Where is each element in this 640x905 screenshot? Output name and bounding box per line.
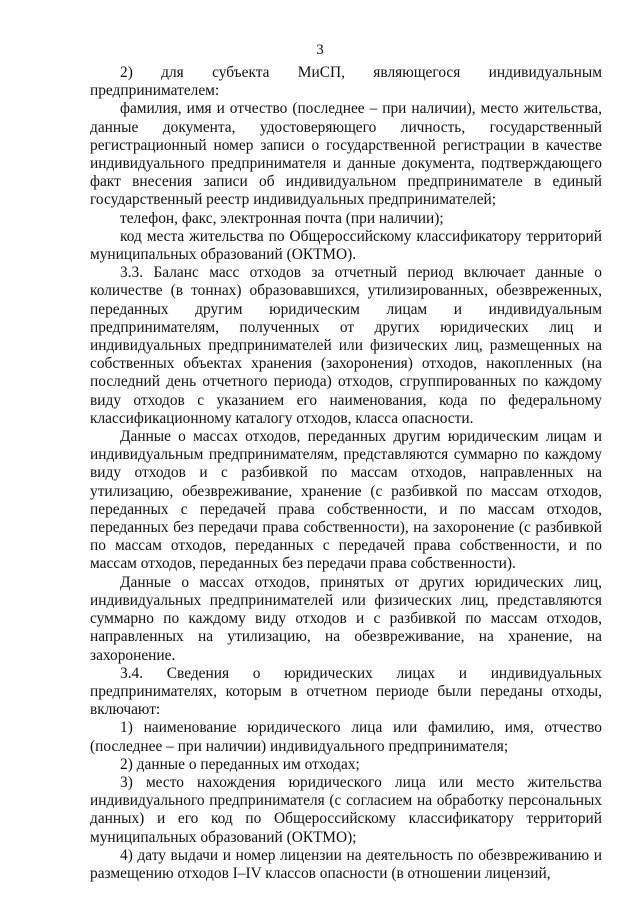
paragraph-received-waste: Данные о массах отходов, принятых от других юридических лиц, индивидуальных предпринимателей или физических лиц, представляются суммарно по каждому виду отходов и с разбивкой по массам отходов, направленных на утилизацию, на обезвреживание, на хранение, на захоронение. <box>90 573 602 664</box>
page-number: 3 <box>316 42 324 58</box>
paragraph-entrepreneur-identity: фамилия, имя и отчество (последнее – при наличии), место жительства, данные документа, удостоверяющего личность, государственный регистрационный номер записи о государственной регистрации в качестве индивидуального предпринимателя и данные документа, подтверждающего факт внесения записи об индивидуальном предпринимателе в единый государственный реестр индивидуальных предпринимателей; <box>90 100 602 209</box>
paragraph-entrepreneur-heading: 2) для субъекта МиСП, являющегося индивидуальным предпринимателем: <box>90 64 602 100</box>
list-item-2: 2) данные о переданных им отходах; <box>120 755 360 773</box>
paragraph-transferred-waste: Данные о массах отходов, переданных другим юридическим лицам и индивидуальным предпринимателям, представляются суммарно по каждому виду отходов и с разбивкой по массам отходов, направленных на утилизацию, обезвреживание, хранение (с разбивкой по массам отходов, переданных с передачей права собственности, и по массам отходов, переданных без передачи права собственности), на захоронение (с разбивкой по массам отходов, переданных с передачей права собственности, и по массам отходов, переданных без передачи права собственности). <box>90 428 602 573</box>
list-item-3: 3) место нахождения юридического лица или место жительства индивидуального предпринимателя (с согласием на обработку персональных данных) и его код по Общероссийскому классификатору территорий муниципальных образований (ОКТМО); <box>90 773 602 846</box>
paragraph-section-3-4: 3.4. Сведения о юридических лицах и индивидуальных предпринимателях, которым в отчетном периоде были переданы отходы, включают: <box>90 664 602 719</box>
paragraph-section-3-3: 3.3. Баланс масс отходов за отчетный период включает данные о количестве (в тоннах) образовавшихся, утилизированных, обезвреженных, переданных другим юридическим лицам и индивидуальным предпринимателям, полученных от других юридических лиц и индивидуальных предпринимателей или физических лиц, размещенных на собственных объектах хранения (захоронения) отходов, накопленных (на последний день отчетного периода) отходов, сгруппированных по каждому виду отходов с указанием его наименования, кода по федеральному классификационному каталогу отходов, класса опасности. <box>90 264 602 427</box>
paragraph-entrepreneur-oktmo: код места жительства по Общероссийскому классификатору территорий муниципальных образований (ОКТМО). <box>90 227 602 264</box>
document-body <box>90 64 602 883</box>
list-item-4: 4) дату выдачи и номер лицензии на деятельность по обезвреживанию и размещению отходов I–IV классов опасности (в отношении лицензий, <box>90 846 602 882</box>
list-item-1: 1) наименование юридического лица или фамилию, имя, отчество (последнее – при наличии) индивидуального предпринимателя; <box>90 719 602 755</box>
paragraph-entrepreneur-contacts: телефон, факс, электронная почта (при наличии); <box>120 209 444 227</box>
